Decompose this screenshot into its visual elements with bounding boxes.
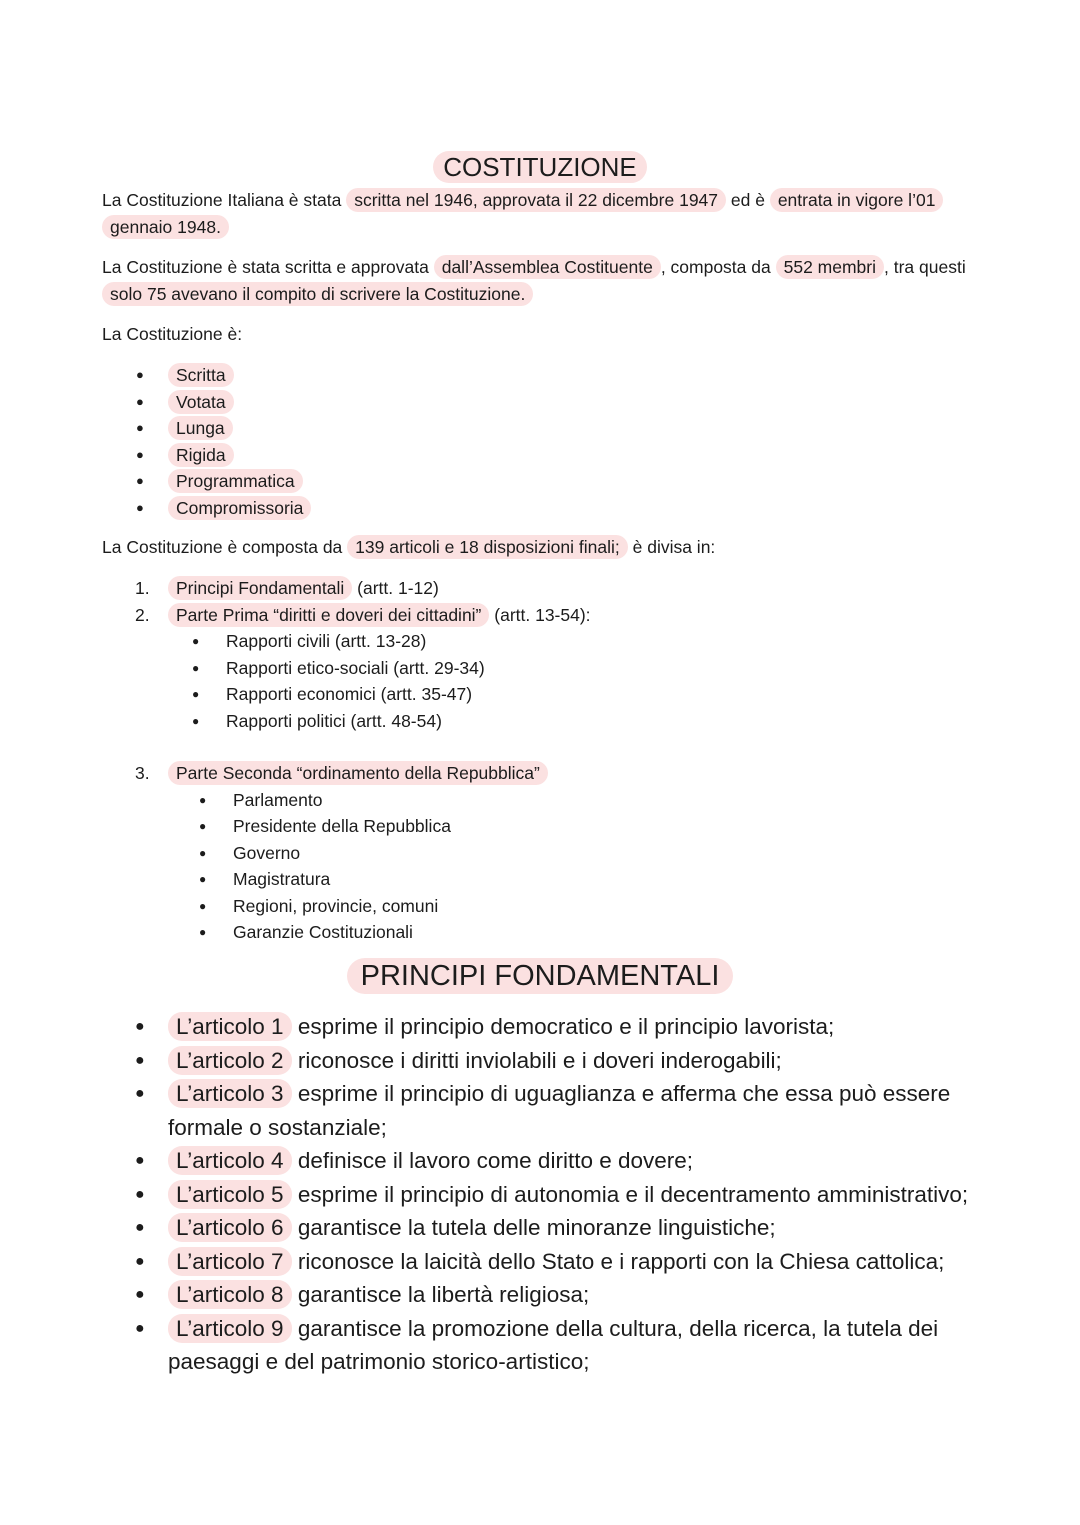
list-item: ● Regioni, provincie, comuni <box>168 893 591 920</box>
assembly-highlight-2: 552 membri <box>776 255 884 279</box>
part-label: Parte Prima “diritti e doveri dei cittadini” <box>168 603 489 627</box>
article-text: esprime il principio democratico e il principio lavorista; <box>291 1014 835 1039</box>
section-title-text: PRINCIPI FONDAMENTALI <box>347 958 734 994</box>
composition-paragraph <box>102 534 982 561</box>
composition-text-2: è divisa in: <box>627 537 716 557</box>
part-label: Principi Fondamentali <box>168 576 352 600</box>
part-item-1 <box>102 575 591 602</box>
article-label: L’articolo 5 <box>168 1180 292 1209</box>
list-item: ● Rapporti economici (artt. 35-47) <box>168 681 591 708</box>
part-2-sublist <box>168 628 591 734</box>
assembly-highlight-3: solo 75 avevano il compito di scrivere la Costituzione. <box>102 282 533 306</box>
part-label: Parte Seconda “ordinamento della Repubblica” <box>168 761 548 785</box>
list-item <box>102 1077 972 1144</box>
intro-paragraph <box>102 187 982 240</box>
traits-intro: La Costituzione è: <box>102 324 243 344</box>
page-title <box>0 150 1080 184</box>
part-range: (artt. 1-12) <box>352 578 439 598</box>
part-range: (artt. 13-54): <box>489 604 591 625</box>
list-item: ● Garanzie Costituzionali <box>168 919 591 946</box>
intro-text-2: ed è <box>726 190 770 210</box>
assembly-highlight-1: dall’Assemblea Costituente <box>434 255 661 279</box>
article-label: L’articolo 1 <box>168 1012 292 1041</box>
list-item <box>102 1178 972 1212</box>
article-label: L’articolo 9 <box>168 1314 292 1343</box>
page-title-text: COSTITUZIONE <box>433 151 647 183</box>
list-item: ● Rigida <box>102 442 311 469</box>
list-item: ● Votata <box>102 389 311 416</box>
article-text: garantisce la libertà religiosa; <box>291 1282 590 1307</box>
assembly-paragraph <box>102 254 982 307</box>
list-item: ● Rapporti etico-sociali (artt. 29-34) <box>168 655 591 682</box>
article-label: L’articolo 3 <box>168 1079 292 1108</box>
article-label: L’articolo 6 <box>168 1213 292 1242</box>
article-text: definisce il lavoro come diritto e dovere; <box>291 1148 694 1173</box>
part-3-sublist <box>168 787 591 946</box>
part-number: 1. <box>135 578 150 598</box>
articles-list <box>102 1010 972 1379</box>
list-item: ● Magistratura <box>168 866 591 893</box>
part-number: 2. <box>135 604 150 625</box>
article-text: esprime il principio di uguaglianza e afferma che essa può essere formale o sostanziale; <box>168 1081 951 1140</box>
list-item <box>102 1278 972 1312</box>
article-text: riconosce la laicità dello Stato e i rapporti con la Chiesa cattolica; <box>291 1248 945 1274</box>
article-text: garantisce la promozione della cultura, della ricerca, la tutela dei paesaggi e del patrimonio storico-artistico; <box>168 1315 939 1374</box>
composition-text-1: La Costituzione è composta da <box>102 537 348 557</box>
list-item: ● Rapporti civili (artt. 13-28) <box>168 628 591 655</box>
assembly-text-2: , composta da <box>660 257 776 277</box>
article-label: L’articolo 8 <box>168 1280 292 1309</box>
list-item: ● Scritta <box>102 362 311 389</box>
composition-highlight: 139 articoli e 18 disposizioni finali; <box>347 535 628 559</box>
list-item: ● Rapporti politici (artt. 48-54) <box>168 708 591 735</box>
list-item: ● Compromissoria <box>102 495 311 522</box>
list-item: ● Governo <box>168 840 591 867</box>
part-item-3 <box>102 760 591 946</box>
article-text: esprime il principio di autonomia e il decentramento amministrativo; <box>291 1181 969 1207</box>
list-item: ● Parlamento <box>168 787 591 814</box>
list-item: ● Presidente della Repubblica <box>168 813 591 840</box>
article-label: L’articolo 4 <box>168 1146 292 1175</box>
traits-list <box>102 362 311 521</box>
list-item <box>102 1211 972 1245</box>
part-number: 3. <box>135 763 150 783</box>
list-item <box>102 1144 972 1178</box>
article-label: L’articolo 2 <box>168 1046 292 1075</box>
article-label: L’articolo 7 <box>168 1247 292 1276</box>
assembly-text-1: La Costituzione è stata scritta e approvata <box>102 257 434 277</box>
parts-list <box>102 575 591 946</box>
list-item <box>102 1010 972 1044</box>
list-item <box>102 1245 972 1279</box>
intro-text-1: La Costituzione Italiana è stata <box>102 190 347 210</box>
list-item: ● Lunga <box>102 415 311 442</box>
intro-highlight-1: scritta nel 1946, approvata il 22 dicembre 1947 <box>346 188 726 212</box>
intro-highlight-2: entrata in vigore l’01 gennaio 1948. <box>102 188 943 239</box>
section-title <box>0 957 1080 995</box>
list-item <box>102 1044 972 1078</box>
assembly-text-3: , tra questi <box>884 257 966 277</box>
part-item-2 <box>102 602 591 735</box>
list-item <box>102 1312 972 1379</box>
article-text: riconosce i diritti inviolabili e i doveri inderogabili; <box>291 1047 782 1073</box>
article-text: garantisce la tutela delle minoranze linguistiche; <box>291 1215 776 1240</box>
list-item: ● Programmatica <box>102 468 311 495</box>
